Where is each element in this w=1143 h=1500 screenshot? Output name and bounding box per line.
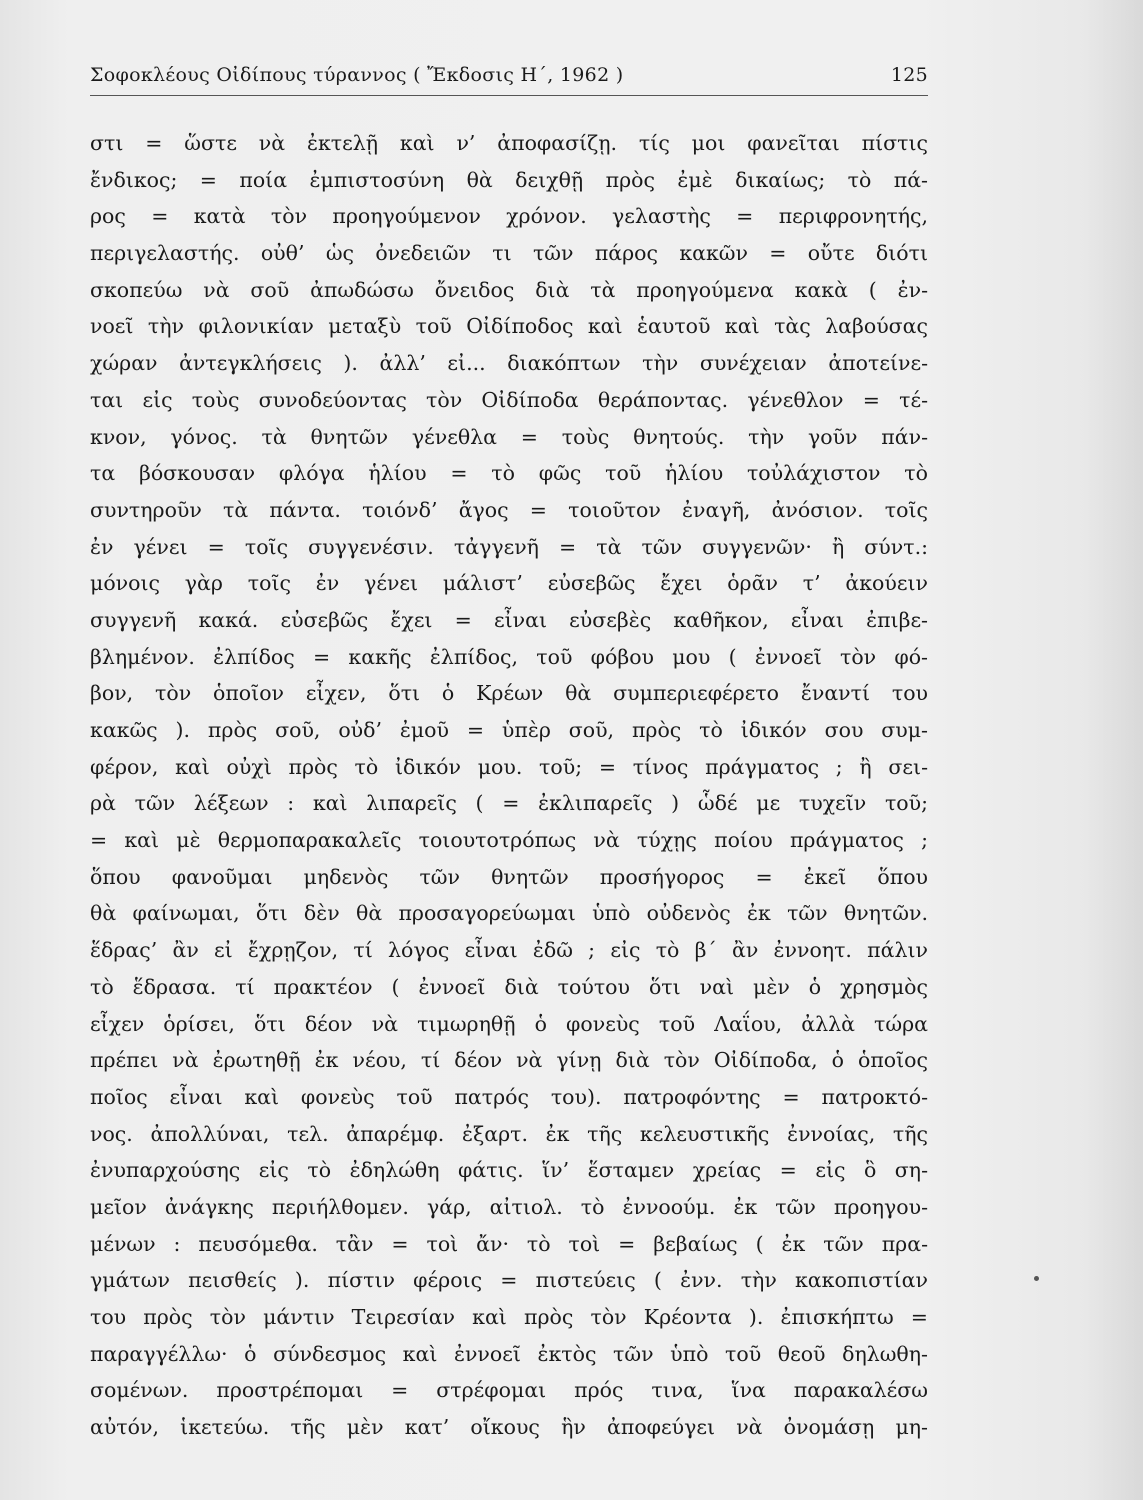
ink-speck bbox=[1034, 1276, 1039, 1281]
text-line: εἶχεν ὁρίσει, ὅτι δέον νὰ τιμωρηθῇ ὁ φονεὺς τοῦ Λαΐου, ἀλλὰ τώρα bbox=[90, 1011, 928, 1036]
page-number: 125 bbox=[890, 64, 928, 86]
text-line: ρὰ τῶν λέξεων : καὶ λιπαρεῖς ( = ἐκλιπαρεῖς ) ὧδέ με τυχεῖν τοῦ; bbox=[90, 791, 928, 816]
text-line: ἐνυπαρχούσης εἰς τὸ ἐδηλώθη φάτις. ἵν’ ἕσταμεν χρείας = εἰς ὃ ση- bbox=[90, 1158, 928, 1183]
running-header bbox=[90, 60, 928, 94]
text-line: ποῖος εἶναι καὶ φονεὺς τοῦ πατρός του). πατροφόντης = πατροκτό- bbox=[90, 1084, 928, 1109]
text-line: κακῶς ). πρὸς σοῦ, οὐδ’ ἐμοῦ = ὑπὲρ σοῦ, πρὸς τὸ ἰδικόν σου συμ- bbox=[90, 718, 928, 742]
text-line: ἐν γένει = τοῖς συγγενέσιν. τἀγγενῆ = τὰ τῶν συγγενῶν· ἢ σύντ.: bbox=[90, 534, 928, 559]
text-line: κνον, γόνος. τὰ θνητῶν γένεθλα = τοὺς θνητούς. τὴν γοῦν πάν- bbox=[90, 424, 928, 449]
text-line: νοεῖ τὴν φιλονικίαν μεταξὺ τοῦ Οἰδίποδος καὶ ἑαυτοῦ καὶ τὰς λαβούσας bbox=[90, 314, 928, 339]
commentary-text bbox=[90, 125, 928, 1446]
header-rule bbox=[90, 95, 928, 96]
text-line: στι = ὥστε νὰ ἐκτελῇ καὶ ν’ ἀποφασίζῃ. τίς μοι φανεῖται πίστις bbox=[90, 131, 928, 155]
text-line: σομένων. προστρέπομαι = στρέφομαι πρός τινα, ἵνα παρακαλέσω bbox=[90, 1378, 928, 1403]
text-line: φέρον, καὶ οὐχὶ πρὸς τὸ ἰδικόν μου. τοῦ; = τίνος πράγματος ; ἢ σει- bbox=[90, 754, 928, 779]
text-line: μεῖον ἀνάγκης περιήλθομεν. γάρ, αἰτιολ. τὸ ἐννοούμ. ἐκ τῶν προηγου- bbox=[90, 1194, 928, 1219]
text-line: χώραν ἀντεγκλήσεις ). ἀλλ’ εἰ... διακόπτων τὴν συνέχειαν ἀποτείνε- bbox=[90, 351, 928, 376]
page-edge-shadow bbox=[1083, 0, 1143, 1500]
text-line: ὅπου φανοῦμαι μηδενὸς τῶν θνητῶν προσήγορος = ἐκεῖ ὅπου bbox=[90, 864, 928, 889]
text-line: του πρὸς τὸν μάντιν Τειρεσίαν καὶ πρὸς τὸν Κρέοντα ). ἐπισκήπτω = bbox=[90, 1305, 928, 1329]
text-line: ἕδρας’ ἂν εἰ ἔχρῃζον, τί λόγος εἶναι ἐδῶ ; εἰς τὸ β΄ ἂν ἐννοητ. πάλιν bbox=[90, 938, 928, 963]
text-line: μόνοις γὰρ τοῖς ἐν γένει μάλιστ’ εὐσεβῶς ἔχει ὁρᾶν τ’ ἀκούειν bbox=[90, 571, 928, 596]
text-line: ρος = κατὰ τὸν προηγούμενον χρόνον. γελαστὴς = περιφρονητής, bbox=[90, 204, 928, 229]
text-line: συγγενῆ κακά. εὐσεβῶς ἔχει = εἶναι εὐσεβὲς καθῆκον, εἶναι ἐπιβε- bbox=[90, 607, 928, 632]
text-line: βον, τὸν ὁποῖον εἶχεν, ὅτι ὁ Κρέων θὰ συμπεριεφέρετο ἔναντί του bbox=[90, 681, 928, 706]
text-line: πρέπει νὰ ἐρωτηθῇ ἐκ νέου, τί δέον νὰ γίνῃ διὰ τὸν Οἰδίποδα, ὁ ὁποῖος bbox=[90, 1048, 928, 1073]
text-line: αὐτόν, ἱκετεύω. τῆς μὲν κατ’ οἴκους ἣν ἀποφεύγει νὰ ὀνομάσῃ μη- bbox=[90, 1415, 928, 1440]
text-line: ἔνδικος; = ποία ἐμπιστοσύνη θὰ δειχθῇ πρὸς ἐμὲ δικαίως; τὸ πά- bbox=[90, 167, 928, 192]
text-line: τα βόσκουσαν φλόγα ἡλίου = τὸ φῶς τοῦ ἡλίου τοὐλάχιστον τὸ bbox=[90, 461, 928, 486]
text-line: σκοπεύω νὰ σοῦ ἀπωδώσω ὄνειδος διὰ τὰ προηγούμενα κακὰ ( ἐν- bbox=[90, 277, 928, 302]
text-line: = καὶ μὲ θερμοπαρακαλεῖς τοιουτοτρόπως νὰ τύχῃς ποίου πράγματος ; bbox=[90, 828, 928, 853]
header-title: Σοφοκλέους Οἰδίπους τύραννος ( Ἔκδοσις Η΄, 1962 ) bbox=[90, 64, 624, 86]
text-line: παραγγέλλω· ὁ σύνδεσμος καὶ ἐννοεῖ ἐκτὸς τῶν ὑπὸ τοῦ θεοῦ δηλωθη- bbox=[90, 1341, 928, 1366]
text-line: θὰ φαίνωμαι, ὅτι δὲν θὰ προσαγορεύωμαι ὑπὸ οὐδενὸς ἐκ τῶν θνητῶν. bbox=[90, 901, 928, 926]
text-line: βλημένον. ἐλπίδος = κακῆς ἐλπίδος, τοῦ φόβου μου ( ἐννοεῖ τὸν φό- bbox=[90, 644, 928, 669]
text-line: τὸ ἕδρασα. τί πρακτέον ( ἐννοεῖ διὰ τούτου ὅτι ναὶ μὲν ὁ χρησμὸς bbox=[90, 974, 928, 999]
text-line: μένων : πευσόμεθα. τἂν = τοὶ ἄν· τὸ τοὶ = βεβαίως ( ἐκ τῶν πρα- bbox=[90, 1231, 928, 1256]
text-line: περιγελαστής. οὐθ’ ὡς ὀνεδειῶν τι τῶν πάρος κακῶν = οὔτε διότι bbox=[90, 241, 928, 266]
text-line: γμάτων πεισθείς ). πίστιν φέροις = πιστεύεις ( ἐνν. τὴν κακοπιστίαν bbox=[90, 1268, 928, 1293]
text-line: ται εἰς τοὺς συνοδεύοντας τὸν Οἰδίποδα θεράποντας. γένεθλον = τέ- bbox=[90, 387, 928, 412]
text-line: νος. ἀπολλύναι, τελ. ἀπαρέμφ. ἐξαρτ. ἐκ τῆς κελευστικῆς ἐννοίας, τῆς bbox=[90, 1121, 928, 1146]
text-line: συντηροῦν τὰ πάντα. τοιόνδ’ ἄγος = τοιοῦτον ἐναγῆ, ἀνόσιον. τοῖς bbox=[90, 497, 928, 522]
